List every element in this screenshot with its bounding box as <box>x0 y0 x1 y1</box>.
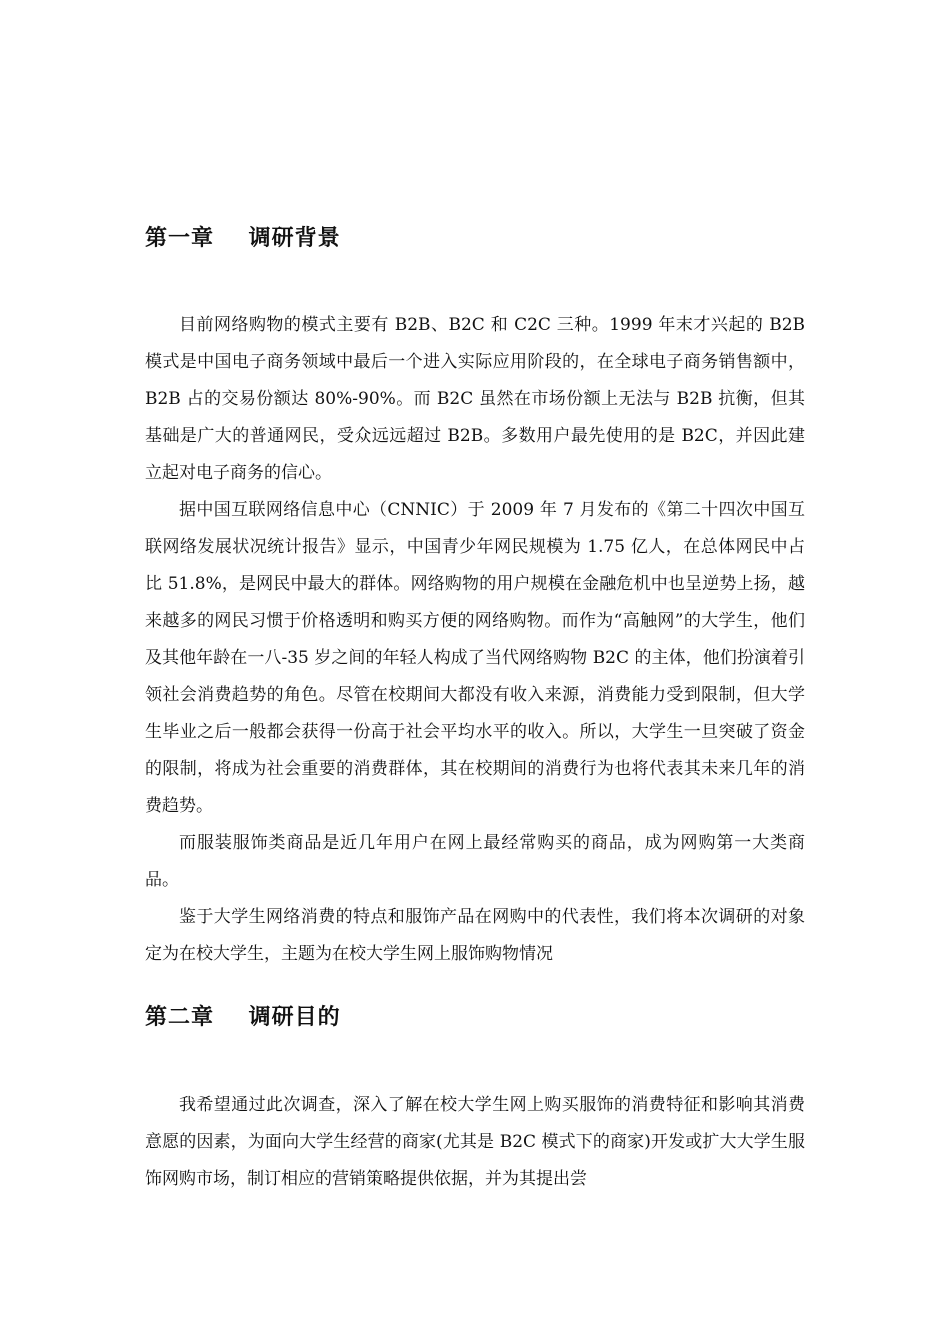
chapter-1-heading: 第一章 调研背景 <box>145 226 341 251</box>
chapter-1-paragraph: 据中国互联网络信息中心（CNNIC）于 2009 年 7 月发布的《第二十四次中国互联网络发展状况统计报告》显示，中国青少年网民规模为 1.75 亿人，在总体网民中占比 51.8%，是网民中最大的群体。网络购物的用户规模在金融危机中也呈逆势上扬，越来越多的网民习惯于价格透明和购买方便的网络购物。而作为“高触网”的大学生，他们及其他年龄在一八-35 岁之间的年轻人构成了当代网络购物 B2C 的主体，他们扮演着引领社会消费趋势的角色。尽管在校期间大都没有收入来源，消费能力受到限制，但大学生毕业之后一般都会获得一份高于社会平均水平的收入。所以，大学生一旦突破了资金的限制，将成为社会重要的消费群体，其在校期间的消费行为也将代表其未来几年的消费趋势。 <box>145 500 805 816</box>
chapter-1-paragraph: 鉴于大学生网络消费的特点和服饰产品在网购中的代表性，我们将本次调研的对象定为在校大学生，主题为在校大学生网上服饰购物情况 <box>145 907 805 964</box>
chapter-1-paragraph: 而服装服饰类商品是近几年用户在网上最经常购买的商品，成为网购第一大类商品。 <box>145 833 805 890</box>
chapter-2-body <box>145 1087 805 1198</box>
chapter-2-paragraph: 我希望通过此次调查，深入了解在校大学生网上购买服饰的消费特征和影响其消费意愿的因素，为面向大学生经营的商家(尤其是 B2C 模式下的商家)开发或扩大大学生服饰网购市场，制订相应的营销策略提供依据，并为其提出尝 <box>145 1095 805 1189</box>
chapter-1-body <box>145 307 805 973</box>
chapter-1-paragraph: 目前网络购物的模式主要有 B2B、B2C 和 C2C 三种。1999 年末才兴起的 B2B 模式是中国电子商务领域中最后一个进入实际应用阶段的，在全球电子商务销售额中，B2B 占的交易份额达 80%-90%。而 B2C 虽然在市场份额上无法与 B2B 抗衡，但其基础是广大的普通网民，受众远远超过 B2B。多数用户最先使用的是 B2C，并因此建立起对电子商务的信心。 <box>145 315 805 483</box>
chapter-2-heading: 第二章 调研目的 <box>145 1005 341 1030</box>
